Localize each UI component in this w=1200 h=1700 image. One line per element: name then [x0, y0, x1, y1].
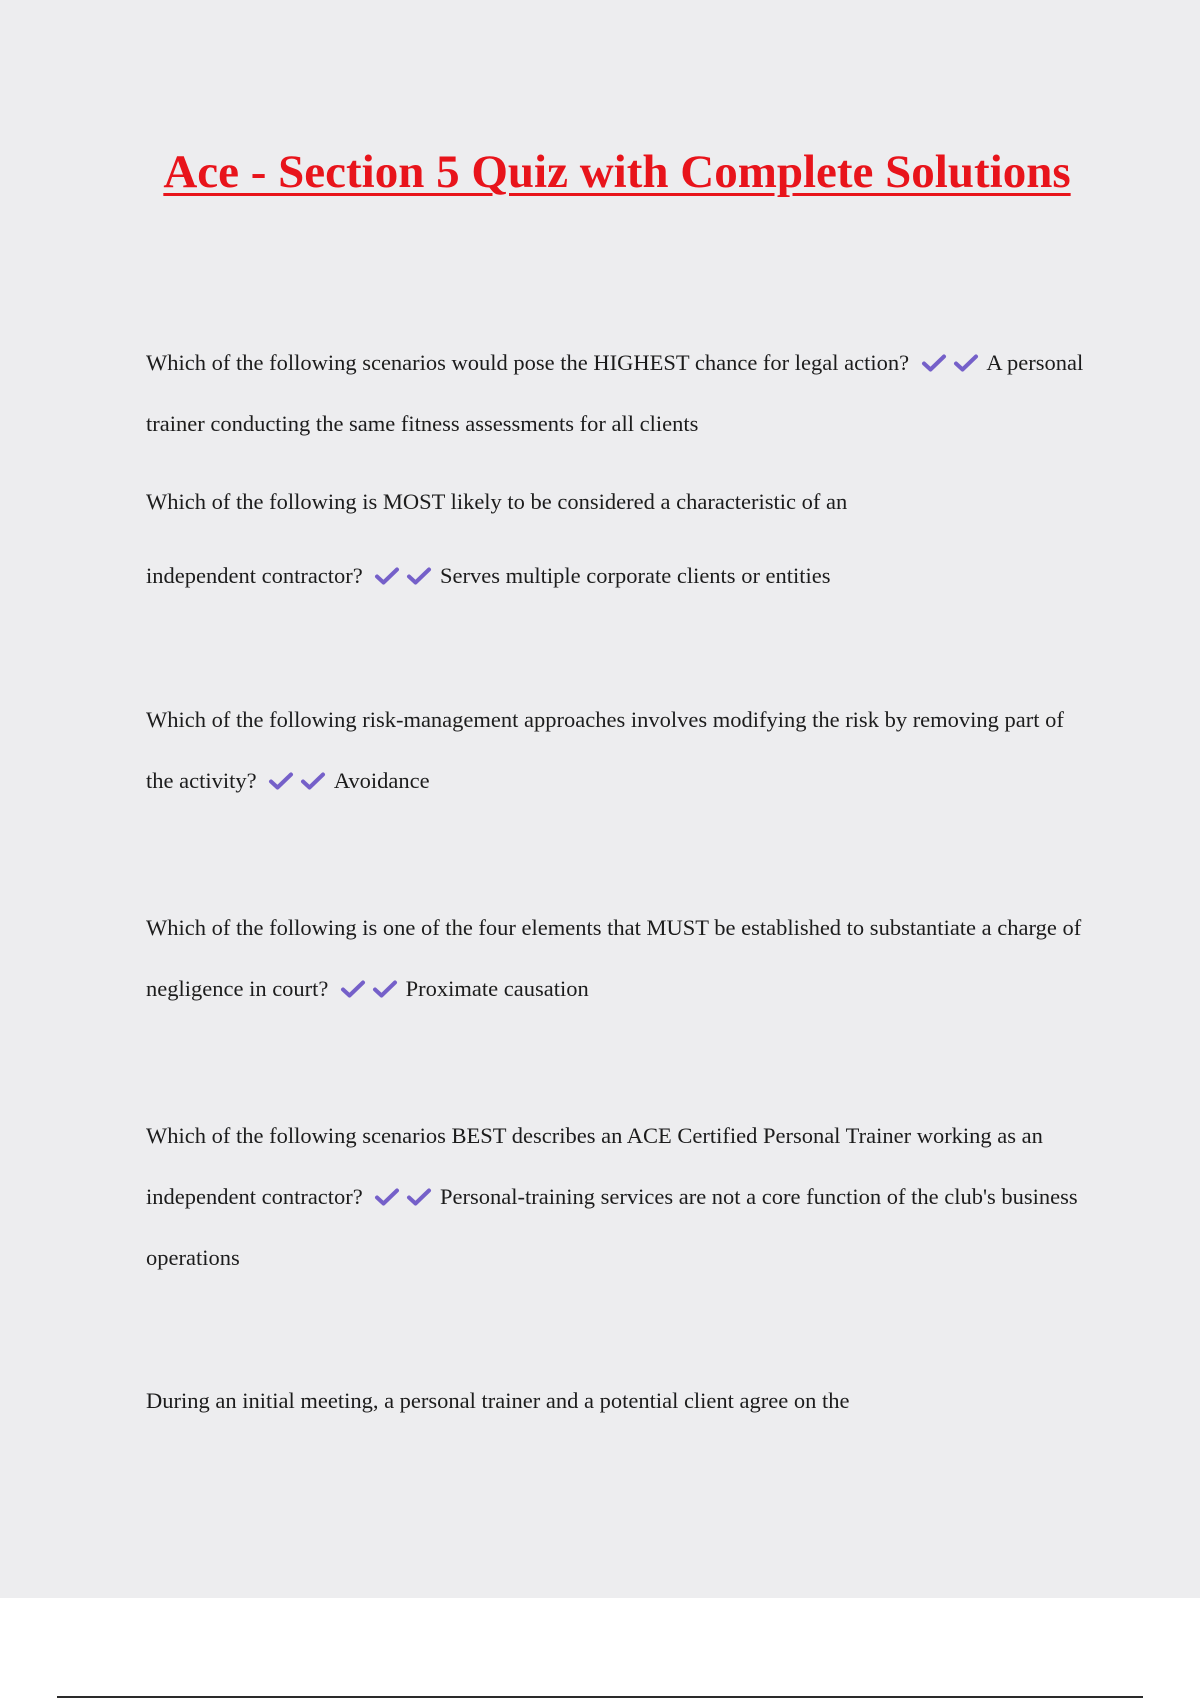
checkmark-icon: [340, 980, 366, 998]
checkmark-icon: [406, 567, 432, 585]
checkmark-icon: [406, 1188, 432, 1206]
question-text: Which of the following is MOST likely to be considered a characteristic of an independent contractor?: [146, 489, 848, 588]
answer-text: A personal trainer conducting the same fitness assessments for all clients: [146, 350, 1084, 436]
quiz-item: [146, 332, 1086, 454]
checkmark-icon: [300, 772, 326, 790]
document-title: Ace - Section 5 Quiz with Complete Solutions: [163, 146, 1071, 198]
quiz-item: [146, 1105, 1086, 1288]
question-text: Which of the following scenarios BEST describes an ACE Certified Personal Trainer working as an independent contractor?: [146, 1123, 1043, 1209]
question-text: During an initial meeting, a personal trainer and a potential client agree on the: [146, 1388, 850, 1413]
quiz-item: [146, 1370, 1086, 1431]
answer-text: Proximate causation: [405, 976, 589, 1001]
footer-divider: [57, 1696, 1143, 1698]
answer-text: Avoidance: [333, 768, 430, 793]
quiz-item: [146, 465, 906, 613]
checkmark-icon: [953, 354, 979, 372]
checkmark-icon: [374, 567, 400, 585]
question-text: Which of the following is one of the four elements that MUST be established to substantiate a charge of negligence in court?: [146, 915, 1082, 1001]
quiz-item: [146, 897, 1086, 1019]
checkmark-icon: [374, 1188, 400, 1206]
checkmark-icon: [268, 772, 294, 790]
answer-text: Personal-training services are not a core function of the club's business operations: [146, 1184, 1078, 1270]
answer-text: Serves multiple corporate clients or entities: [440, 563, 831, 588]
checkmark-icon: [372, 980, 398, 998]
question-text: Which of the following scenarios would pose the HIGHEST chance for legal action?: [146, 350, 910, 375]
quiz-item: [146, 689, 1086, 811]
checkmark-icon: [921, 354, 947, 372]
question-text: Which of the following risk-management approaches involves modifying the risk by removing part of the activity?: [146, 707, 1064, 793]
